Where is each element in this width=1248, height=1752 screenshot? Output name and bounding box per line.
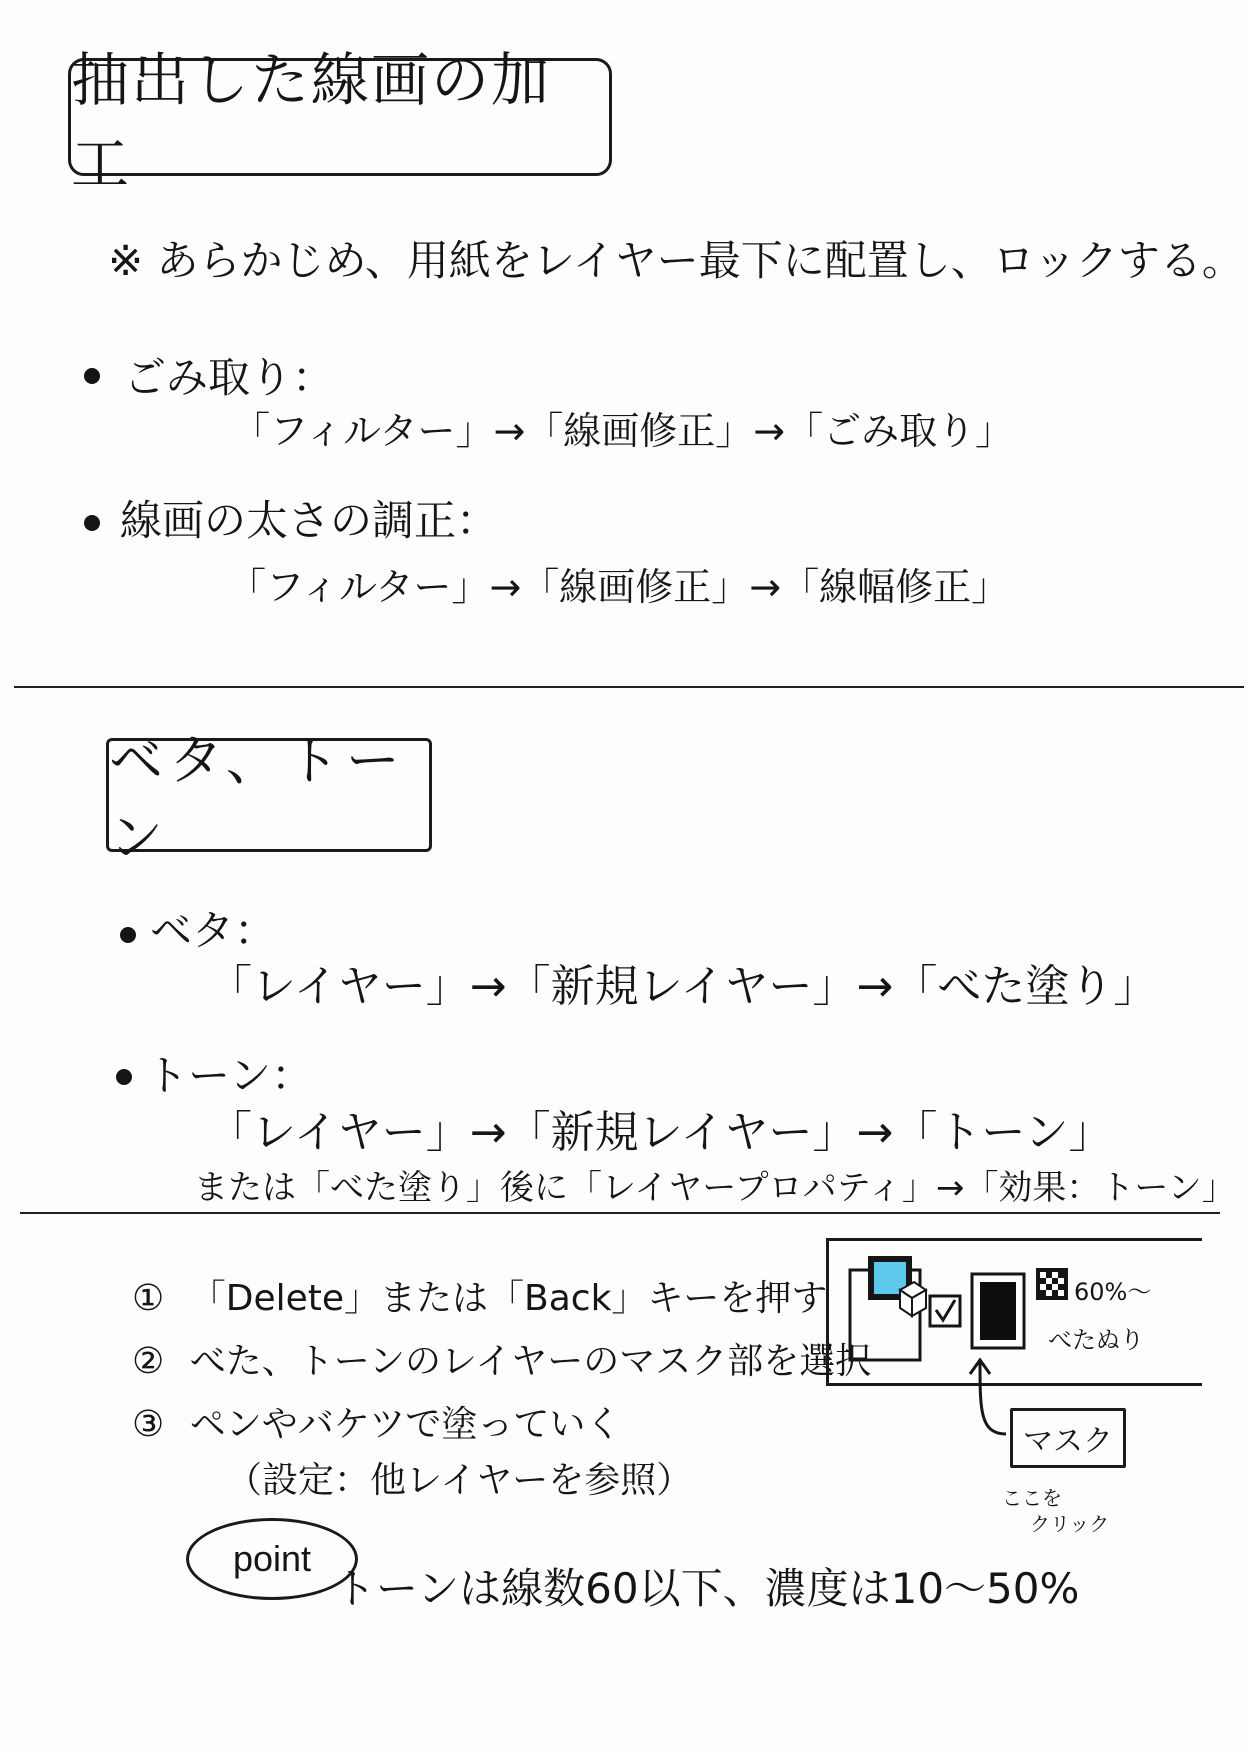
section1-note: ※ あらかじめ、用紙をレイヤー最下に配置し、ロックする。 <box>108 236 1244 285</box>
step-1-num: ① <box>132 1278 165 1319</box>
item-line-width-path: 「フィルター」→「線画修正」→「線幅修正」 <box>228 565 1010 609</box>
item-tone-alt: または「べた塗り」後に「レイヤープロパティ」→「効果：トーン」 <box>194 1168 1236 1208</box>
step-2-text: べた、トーンのレイヤーのマスク部を選択 <box>189 1341 872 1382</box>
section2-title: ベタ、トーン <box>109 729 406 869</box>
item-dust-path: 「フィルター」→「線画修正」→「ごみ取り」 <box>232 409 1014 453</box>
checker-pattern-icon <box>1036 1268 1068 1300</box>
step-1 <box>132 1270 827 1321</box>
mask-label: マスク <box>1023 1424 1113 1459</box>
step-1-text: 「Delete」または「Back」キーを押す <box>189 1278 828 1319</box>
section1-title-box <box>68 46 612 198</box>
step-2 <box>132 1333 871 1384</box>
step-2-num: ② <box>132 1341 165 1382</box>
step-3-sub: （設定：他レイヤーを参照） <box>226 1460 693 1501</box>
item-dust-label: ごみ取り： <box>124 353 335 402</box>
bullet-dot-3 <box>120 927 136 943</box>
item-beta-path: 「レイヤー」→「新規レイヤー」→「べた塗り」 <box>208 961 1158 1012</box>
item-tone-label: トーン： <box>146 1051 314 1100</box>
point-badge <box>186 1518 358 1600</box>
bullet-dot-1 <box>84 368 100 384</box>
divider-2 <box>20 1212 1220 1214</box>
mask-label-box <box>1010 1408 1126 1468</box>
step-3 <box>132 1396 621 1447</box>
point-label: point <box>232 1538 312 1579</box>
divider-1 <box>14 686 1244 688</box>
mask-thumbnail-icon <box>972 1274 1024 1348</box>
item-line-width-label: 線画の太さの調正： <box>120 496 499 545</box>
bullet-dot-4 <box>116 1069 132 1085</box>
layer-opacity: 60%～ <box>1074 1278 1152 1306</box>
click-hint-1: ここを <box>1002 1486 1062 1510</box>
section2-title-box <box>106 729 432 869</box>
layer-thumbnail-icon <box>850 1256 926 1360</box>
click-hint-2: クリック <box>1030 1512 1110 1536</box>
step-3-text: ペンやバケツで塗っていく <box>189 1404 622 1445</box>
step-3-num: ③ <box>132 1404 165 1445</box>
point-text: トーンは線数60以下、濃度は10～50% <box>334 1564 1080 1613</box>
item-tone-path: 「レイヤー」→「新規レイヤー」→「トーン」 <box>208 1107 1113 1158</box>
bullet-dot-2 <box>84 515 100 531</box>
section1-title: 抽出した線画の加工 <box>71 46 552 198</box>
link-checkbox-icon <box>930 1296 960 1326</box>
item-beta-label: ベタ： <box>150 906 277 955</box>
layer-name: べたぬり <box>1048 1326 1144 1354</box>
